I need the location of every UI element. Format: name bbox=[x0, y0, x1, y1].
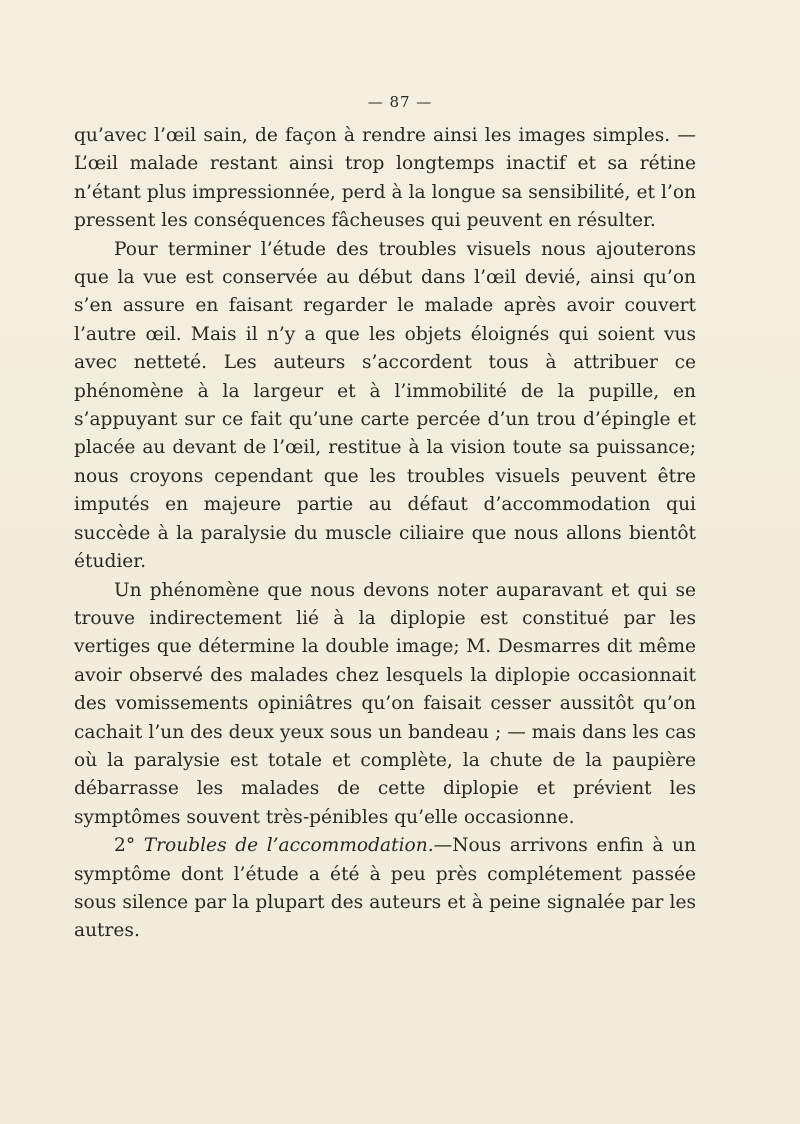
paragraph-1: qu’avec l’œil sain, de façon à rendre ainsi les images simples. — L’œil malade restant ainsi trop longtemps inactif et sa rétine n’étant plus impressionnée, perd à la longue sa sensibilité, et l’on pressent les conséquences fâcheuses qui peuvent en résulter. bbox=[74, 125, 696, 232]
section-number: 2° bbox=[114, 835, 136, 857]
page-number: — 87 — bbox=[367, 93, 433, 111]
section-heading: Troubles de l’accommodation. bbox=[143, 835, 434, 857]
paragraph-3: Un phénomène que nous devons noter auparavant et qui se trouve indirectement lié à la diplopie est constitué par les vertiges que détermine la double image; M. Desmarres dit même avoir observé des malades chez lesquels la diplopie occasionnait des vomissements opiniâtres qu’on faisait cesser aussitôt qu’on cachait l’un des deux yeux sous un bandeau ; — mais dans les cas où la paralysie est totale et complète, la chute de la paupière débarrasse les malades de cette diplopie et prévient les symptômes souvent très-pénibles qu’elle occasionne. bbox=[74, 579, 696, 828]
body-text bbox=[74, 122, 696, 946]
paragraph-2: Pour terminer l’étude des troubles visuels nous ajouterons que la vue est conservée au début dans l’œil devié, ainsi qu’on s’en assure en faisant regarder le malade après avoir couvert l’autre œil. Mais il n’y a que les objets éloignés qui soient vus avec netteté. Les auteurs s’accordent tous à attribuer ce phénomène à la largeur et à l’immobilité de la pupille, en s’appuyant sur ce fait qu’une carte percée d’un trou d’épingle et placée au devant de l’œil, restitue à la vision toute sa puissance; nous croyons cependant que les troubles visuels peuvent être imputés en majeure partie au défaut d’accommodation qui succède à la paralysie du muscle ciliaire que nous allons bientôt étudier. bbox=[74, 238, 696, 573]
section-text: —Nous arrivons enfin à un symptôme dont l’étude a été à peu près complétement passée sous silence par la plupart des auteurs et à peine signalée par les autres. bbox=[74, 835, 696, 942]
paragraph-4 bbox=[74, 832, 696, 946]
